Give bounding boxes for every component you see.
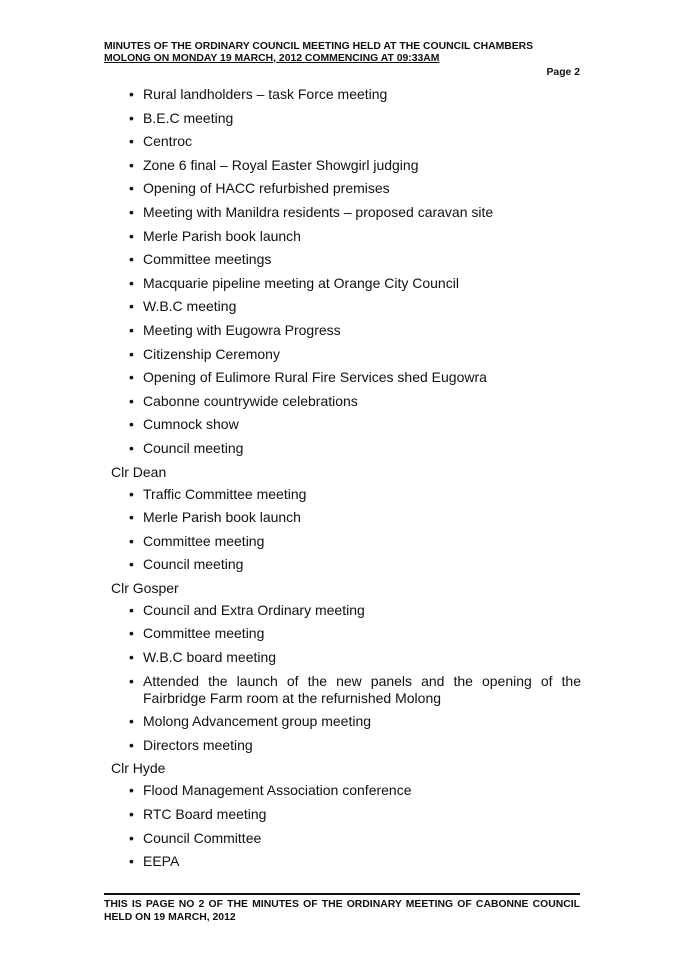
list-item-text: Council meeting	[143, 439, 244, 456]
footer-divider	[104, 893, 580, 895]
bullet-icon: •	[129, 345, 134, 362]
list-item-text: Citizenship Ceremony	[143, 345, 280, 362]
list-item-text: Meeting with Eugowra Progress	[143, 321, 341, 338]
list-item	[111, 86, 581, 103]
bullet-icon: •	[129, 392, 134, 409]
minutes-body	[111, 86, 581, 877]
list-item	[111, 556, 581, 573]
list-item-text: Directors meeting	[143, 736, 253, 753]
list-item-text: Centroc	[143, 133, 193, 150]
bullet-icon: •	[129, 829, 134, 846]
list-item-text: Meeting with Manildra residents – proposed caravan site	[143, 203, 494, 220]
list-item-text: Molong Advancement group meeting	[143, 713, 372, 730]
list-item-text: Committee meetings	[143, 251, 272, 268]
list-item	[111, 369, 581, 386]
bullet-icon: •	[129, 782, 134, 799]
header-line-1: MINUTES OF THE ORDINARY COUNCIL MEETING HELD AT THE COUNCIL CHAMBERS	[104, 41, 534, 52]
list-item	[111, 830, 581, 847]
list-item	[111, 204, 581, 221]
list-item	[111, 713, 581, 730]
bullet-icon: •	[129, 485, 134, 502]
list-item	[111, 649, 581, 666]
document-header	[104, 41, 580, 65]
list-item-text: EEPA	[143, 853, 180, 870]
list-item	[111, 251, 581, 268]
bullet-icon: •	[129, 156, 134, 173]
bullet-icon: •	[129, 672, 134, 689]
bullet-icon: •	[129, 251, 134, 268]
bullet-icon: •	[129, 109, 134, 126]
list-item	[111, 275, 581, 292]
list-item-text: Opening of Eulimore Rural Fire Services shed Eugowra	[143, 369, 487, 386]
list-item-text: W.B.C meeting	[143, 298, 237, 315]
councillor-name: Clr Hyde	[111, 760, 166, 777]
bullet-icon: •	[129, 133, 134, 150]
list-item	[111, 157, 581, 174]
list-item	[111, 298, 581, 315]
list-item	[111, 180, 581, 197]
list-item-text: Traffic Committee meeting	[143, 485, 307, 502]
list-item	[111, 602, 581, 619]
councillor-activity-list	[111, 782, 581, 870]
list-item-text: W.B.C board meeting	[143, 649, 277, 666]
councillor-sections	[111, 464, 581, 871]
list-item	[111, 533, 581, 550]
list-item-text: Cabonne countrywide celebrations	[143, 392, 358, 409]
bullet-icon: •	[129, 416, 134, 433]
list-item	[111, 322, 581, 339]
header-line-2: MOLONG ON MONDAY 19 MARCH, 2012 COMMENCING AT 09:33AM	[104, 53, 440, 64]
list-item	[111, 806, 581, 823]
list-item-text: Merle Parish book launch	[143, 509, 301, 526]
bullet-icon: •	[129, 509, 134, 526]
list-item-text: Committee meeting	[143, 532, 265, 549]
councillor-activity-list	[111, 486, 581, 574]
list-item	[111, 228, 581, 245]
bullet-icon: •	[129, 625, 134, 642]
bullet-icon: •	[129, 203, 134, 220]
list-item-text: Council Committee	[143, 829, 262, 846]
list-item	[111, 737, 581, 754]
bullet-icon: •	[129, 556, 134, 573]
list-item	[111, 110, 581, 127]
list-item	[111, 625, 581, 642]
list-item-text: Committee meeting	[143, 625, 265, 642]
bullet-icon: •	[129, 806, 134, 823]
list-item-text: Rural landholders – task Force meeting	[143, 86, 388, 102]
list-item-text: Cumnock show	[143, 416, 239, 433]
councillor-activity-list	[111, 602, 581, 754]
list-item-text: Macquarie pipeline meeting at Orange City Council	[143, 274, 459, 291]
list-item	[111, 782, 581, 799]
list-item-text: Merle Parish book launch	[143, 227, 301, 244]
bullet-icon: •	[129, 369, 134, 386]
councillor-section	[111, 760, 581, 870]
list-item	[111, 509, 581, 526]
councillor-name: Clr Dean	[111, 463, 167, 480]
list-item-text: Attended the launch of the new panels and the opening of the Fairbridge Farm room at the refurnished Molong	[143, 672, 581, 706]
list-item	[111, 853, 581, 870]
first-councillor-list	[111, 86, 581, 457]
bullet-icon: •	[129, 274, 134, 291]
list-item-text: Zone 6 final – Royal Easter Showgirl judging	[143, 156, 419, 173]
bullet-icon: •	[129, 298, 134, 315]
councillor-section	[111, 580, 581, 754]
bullet-icon: •	[129, 713, 134, 730]
bullet-icon: •	[129, 532, 134, 549]
list-item-text: Opening of HACC refurbished premises	[143, 180, 390, 197]
list-item	[111, 486, 581, 503]
bullet-icon: •	[129, 227, 134, 244]
list-item	[111, 416, 581, 433]
bullet-icon: •	[129, 736, 134, 753]
page-footer: THIS IS PAGE NO 2 OF THE MINUTES OF THE ORDINARY MEETING OF CABONNE COUNCIL HELD ON 19 MARCH, 2012	[104, 899, 580, 923]
bullet-icon: •	[129, 321, 134, 338]
list-item	[111, 440, 581, 457]
bullet-icon: •	[129, 853, 134, 870]
list-item-text: Council and Extra Ordinary meeting	[143, 601, 365, 618]
councillor-name: Clr Gosper	[111, 579, 179, 596]
bullet-icon: •	[129, 649, 134, 666]
list-item-text: Council meeting	[143, 556, 244, 573]
list-item	[111, 393, 581, 410]
list-item-text: B.E.C meeting	[143, 109, 234, 126]
list-item	[111, 346, 581, 363]
bullet-icon: •	[129, 180, 134, 197]
list-item-text: RTC Board meeting	[143, 806, 267, 823]
list-item-text: Flood Management Association conference	[143, 782, 412, 799]
councillor-section	[111, 464, 581, 574]
bullet-icon: •	[129, 86, 134, 102]
bullet-icon: •	[129, 601, 134, 618]
page-number: Page 2	[546, 67, 580, 78]
bullet-icon: •	[129, 439, 134, 456]
list-item	[111, 133, 581, 150]
list-item	[111, 673, 581, 707]
